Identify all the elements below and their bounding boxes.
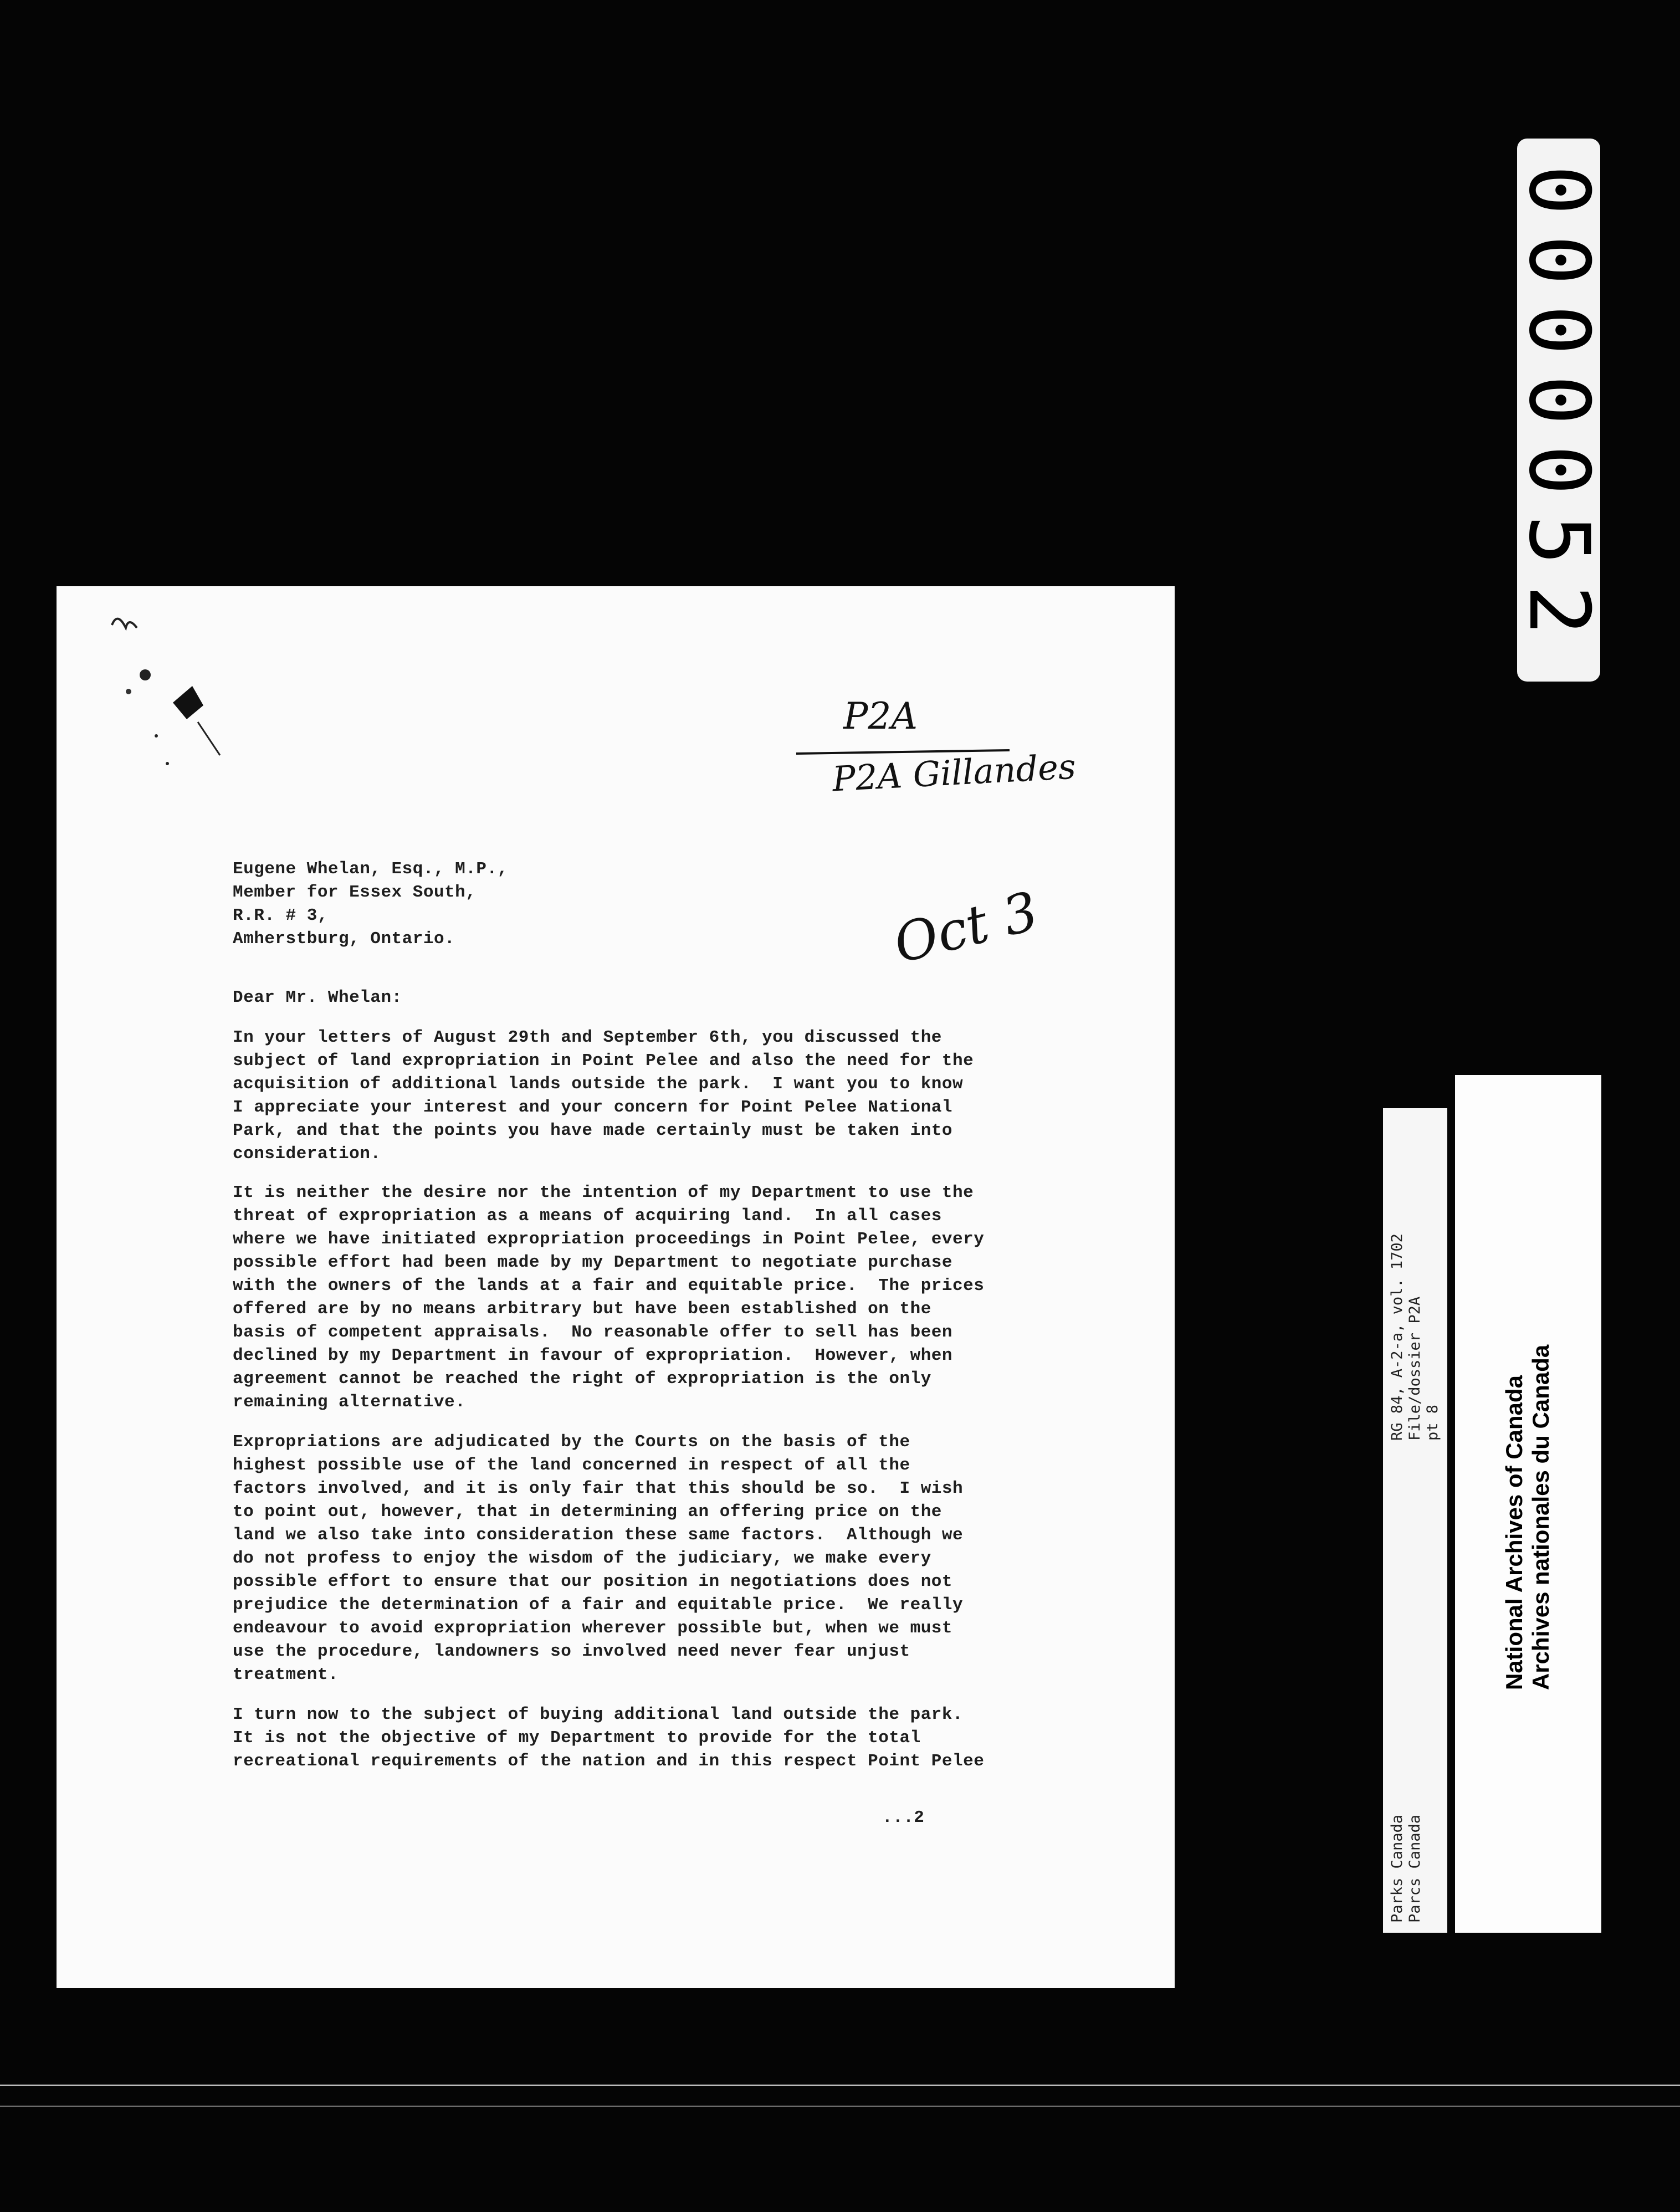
paragraph-2-line: possible effort had been made by my Department to negotiate purchase (233, 1253, 953, 1272)
paragraph-3-line: do not profess to enjoy the wisdom of the judiciary, we make every (233, 1549, 931, 1568)
paragraph-3-line: to point out, however, that in determining an offering price on the (233, 1502, 942, 1522)
paragraph-4-line: I turn now to the subject of buying additional land outside the park. (233, 1705, 964, 1724)
address-line-4: Amherstburg, Ontario. (233, 929, 455, 949)
archives-label (1455, 1075, 1601, 1933)
address-line-3: R.R. # 3, (233, 906, 328, 925)
address-line-1: Eugene Whelan, Esq., M.P., (233, 859, 508, 879)
reference-label-line: Parcs Canada (1406, 1814, 1423, 1923)
paragraph-2-line: with the owners of the lands at a fair and equitable price. The prices (233, 1276, 985, 1296)
paragraph-2-line: declined by my Department in favour of expropriation. However, when (233, 1346, 953, 1365)
paragraph-3-line: land we also take into consideration these same factors. Although we (233, 1525, 964, 1545)
address-line-2: Member for Essex South, (233, 883, 477, 902)
paragraph-1-line: acquisition of additional lands outside the park. I want you to know (233, 1074, 964, 1094)
salutation: Dear Mr. Whelan: (233, 988, 402, 1007)
paragraph-3-line: possible effort to ensure that our position in negotiations does not (233, 1572, 953, 1591)
paragraph-4-line: It is not the objective of my Department to provide for the total (233, 1728, 921, 1748)
file-mark-secondary: P2A Gillandes (831, 746, 1077, 800)
paragraph-3-line: endeavour to avoid expropriation wherever possible but, when we must (233, 1619, 953, 1638)
frame-number-text: 0000052 (1510, 165, 1607, 656)
frame-number (1510, 139, 1607, 682)
paragraph-3-line: factors involved, and it is only fair that this should be so. I wish (233, 1479, 964, 1498)
paragraph-3-line: use the procedure, landowners so involved need never fear unjust (233, 1642, 910, 1661)
reference-label (1383, 1108, 1447, 1933)
paragraph-1-line: consideration. (233, 1144, 381, 1164)
paragraph-3-line: highest possible use of the land concerned in respect of all the (233, 1456, 910, 1475)
paragraph-1-line: subject of land expropriation in Point Pelee and also the need for the (233, 1051, 974, 1071)
paragraph-1-line: I appreciate your interest and your concern for Point Pelee National (233, 1098, 953, 1117)
paragraph-3-line: Expropriations are adjudicated by the Courts on the basis of the (233, 1432, 910, 1452)
paragraph-2-line: threat of expropriation as a means of acquiring land. In all cases (233, 1206, 942, 1226)
paragraph-2-line: basis of competent appraisals. No reasonable offer to sell has been (233, 1323, 953, 1342)
ink-splotch-icon (90, 608, 234, 786)
paragraph-3-line: treatment. (233, 1665, 339, 1684)
film-rule-bottom (0, 2106, 1680, 2107)
paragraph-2-line: agreement cannot be reached the right of expropriation is the only (233, 1369, 931, 1389)
paragraph-2-line: where we have initiated expropriation proceedings in Point Pelee, every (233, 1230, 985, 1249)
page-continuation: ...2 (882, 1808, 925, 1827)
reference-label-line: File/dossier P2A (1406, 1296, 1423, 1441)
letter-page (57, 586, 1175, 1988)
film-rule-top (0, 2085, 1680, 2086)
paragraph-2-line: It is neither the desire nor the intention of my Department to use the (233, 1183, 974, 1202)
reference-label-line: RG 84, A-2-a, vol. 1702 (1389, 1233, 1406, 1441)
paragraph-4-line: recreational requirements of the nation and in this respect Point Pelee (233, 1752, 985, 1771)
paragraph-1-line: In your letters of August 29th and September 6th, you discussed the (233, 1028, 942, 1047)
paragraph-2-line: remaining alternative. (233, 1392, 466, 1412)
paragraph-1-line: Park, and that the points you have made certainly must be taken into (233, 1121, 953, 1140)
reference-label-line: Parks Canada (1389, 1814, 1406, 1923)
reference-label-line: pt 8 (1424, 1404, 1441, 1441)
paragraph-3-line: prejudice the determination of a fair and equitable price. We really (233, 1595, 964, 1615)
archives-label-line: National Archives of Canada (1501, 1375, 1527, 1690)
archives-label-line: Archives nationales du Canada (1528, 1344, 1554, 1690)
paragraph-2-line: offered are by no means arbitrary but have been established on the (233, 1299, 931, 1319)
date-note: Oct 3 (888, 879, 1044, 976)
file-mark: P2A (843, 695, 918, 738)
